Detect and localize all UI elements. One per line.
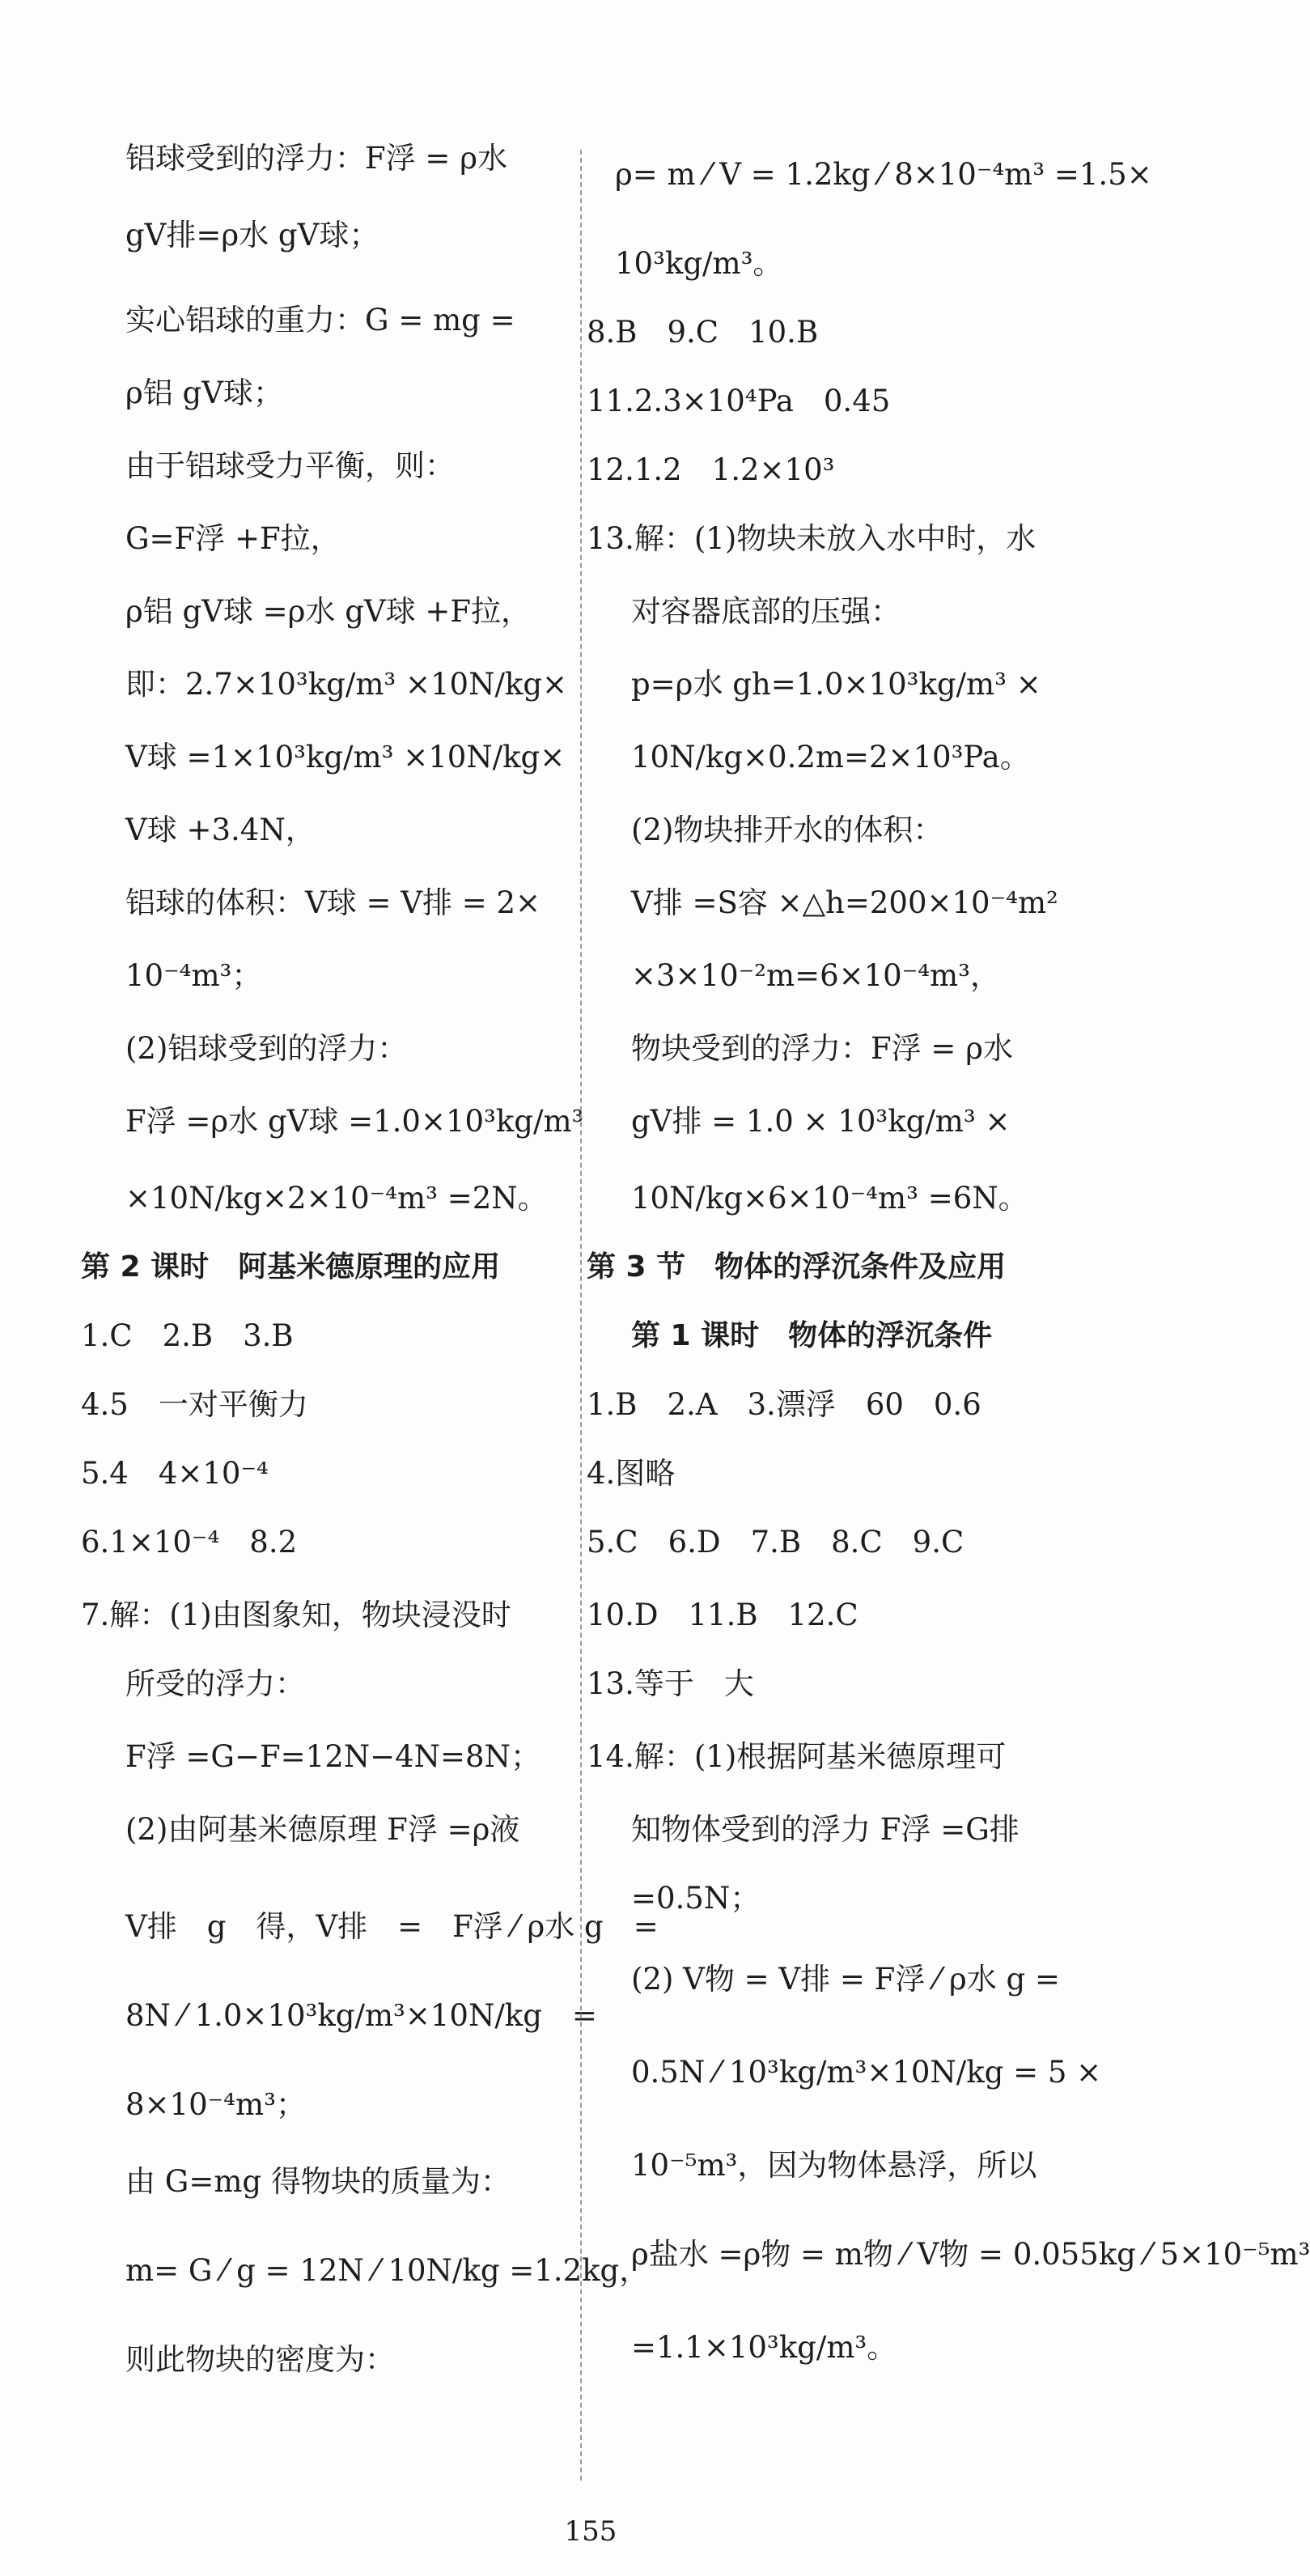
answer-line: 7.解：(1)由图象知，物块浸没时: [81, 1598, 511, 1632]
answer-line: 所受的浮力：: [125, 1666, 305, 1701]
answer-line: 1.B 2.A 3.漂浮 60 0.6: [587, 1387, 981, 1422]
answer-line: 8×10⁻⁴m³；: [125, 2087, 306, 2122]
answer-line: 0.5N ⁄ 10³kg/m³×10N/kg = 5 ×: [631, 2055, 1102, 2090]
answer-line: V球 +3.4N，: [125, 813, 316, 847]
answer-line: 铝球的体积：V球 = V排 = 2×: [125, 885, 541, 920]
answer-line: 由于铝球受力平衡，则：: [125, 448, 455, 483]
section-heading: 第 1 课时 物体的浮沉条件: [631, 1319, 993, 1352]
section-heading: 第 3 节 物体的浮沉条件及应用: [587, 1250, 1007, 1284]
answer-line: (2)由阿基米德原理 F浮 =ρ液: [125, 1812, 520, 1847]
answer-line: F浮 =G−F=12N−4N=8N；: [125, 1739, 541, 1774]
answer-line: 物块受到的浮力：F浮 = ρ水: [631, 1031, 1013, 1066]
answer-line: 10N/kg×6×10⁻⁴m³ =6N。: [631, 1181, 1028, 1216]
answer-line: 6.1×10⁻⁴ 8.2: [81, 1525, 298, 1560]
answer-line: F浮 =ρ水 gV球 =1.0×10³kg/m³: [125, 1104, 584, 1139]
answer-line: 即：2.7×10³kg/m³ ×10N/kg×: [125, 667, 568, 702]
answer-line: 4.图略: [587, 1456, 676, 1491]
answer-line: 由 G=mg 得物块的质量为：: [125, 2164, 511, 2199]
answer-line: 11.2.3×10⁴Pa 0.45: [587, 384, 891, 418]
answer-line: 5.C 6.D 7.B 8.C 9.C: [587, 1525, 964, 1560]
answer-line: (2)物块排开水的体积：: [631, 813, 943, 847]
answer-line: 则此物块的密度为：: [125, 2342, 395, 2377]
answer-line: 10⁻⁴m³；: [125, 958, 262, 993]
answer-line: ×3×10⁻²m=6×10⁻⁴m³，: [631, 958, 1000, 993]
answer-line: 10N/kg×0.2m=2×10³Pa。: [631, 740, 1030, 774]
answer-line: ρ铝 gV球 =ρ水 gV球 +F拉，: [125, 594, 532, 629]
answer-line: 5.4 4×10⁻⁴: [81, 1456, 269, 1491]
answer-line: 8.B 9.C 10.B: [587, 315, 819, 350]
answer-line: V排 =S容 ×△h=200×10⁻⁴m²: [631, 885, 1058, 920]
answer-line: 8N ⁄ 1.0×10³kg/m³×10N/kg =: [125, 1998, 597, 2033]
answer-line: G=F浮 +F拉，: [125, 521, 341, 556]
answer-line: ρ铝 gV球；: [125, 376, 283, 410]
answer-line: (2) V物 = V排 = F浮 ⁄ ρ水 g =: [631, 1962, 1060, 1997]
answer-line: m= G ⁄ g = 12N ⁄ 10N/kg =1.2kg，: [125, 2253, 650, 2288]
answer-line: =1.1×10³kg/m³。: [631, 2330, 897, 2365]
answer-line: =0.5N；: [631, 1881, 761, 1916]
answer-line: ρ= m ⁄ V = 1.2kg ⁄ 8×10⁻⁴m³ =1.5×: [615, 157, 1152, 192]
answer-line: 知物体受到的浮力 F浮 =G排: [631, 1812, 1020, 1847]
section-heading: 第 2 课时 阿基米德原理的应用: [81, 1250, 501, 1284]
answer-line: 12.1.2 1.2×10³: [587, 452, 835, 487]
answer-line: ×10N/kg×2×10⁻⁴m³ =2N。: [125, 1181, 548, 1216]
answer-line: 13.解：(1)物块未放入水中时，水: [587, 521, 1037, 556]
answer-line: 实心铝球的重力：G = mg =: [125, 303, 515, 337]
answer-line: 10.D 11.B 12.C: [587, 1598, 858, 1632]
answer-line: ρ盐水 =ρ物 = m物 ⁄ V物 = 0.055kg ⁄ 5×10⁻⁵m³: [631, 2237, 1310, 2272]
column-divider: [580, 150, 582, 2481]
answer-line: gV排 = 1.0 × 10³kg/m³ ×: [631, 1104, 1011, 1139]
answer-line: 铝球受到的浮力：F浮 = ρ水: [125, 141, 507, 176]
answer-line: gV排=ρ水 gV球；: [125, 218, 379, 253]
page-number: 155: [564, 2515, 617, 2548]
answer-line: p=ρ水 gh=1.0×10³kg/m³ ×: [631, 667, 1041, 702]
answer-line: (2)铝球受到的浮力：: [125, 1031, 408, 1066]
answer-line: 对容器底部的压强：: [631, 594, 901, 629]
answer-line: V排 g 得，V排 = F浮 ⁄ ρ水 g =: [125, 1909, 659, 1944]
answer-line: 13.等于 大: [587, 1666, 754, 1701]
answer-line: 10³kg/m³。: [615, 246, 783, 281]
answer-line: 4.5 一对平衡力: [81, 1387, 308, 1422]
answer-line: V球 =1×10³kg/m³ ×10N/kg×: [125, 740, 566, 774]
answer-line: 14.解：(1)根据阿基米德原理可: [587, 1739, 1007, 1774]
answer-line: 1.C 2.B 3.B: [81, 1318, 294, 1353]
answer-line: 10⁻⁵m³，因为物体悬浮，所以: [631, 2148, 1037, 2183]
